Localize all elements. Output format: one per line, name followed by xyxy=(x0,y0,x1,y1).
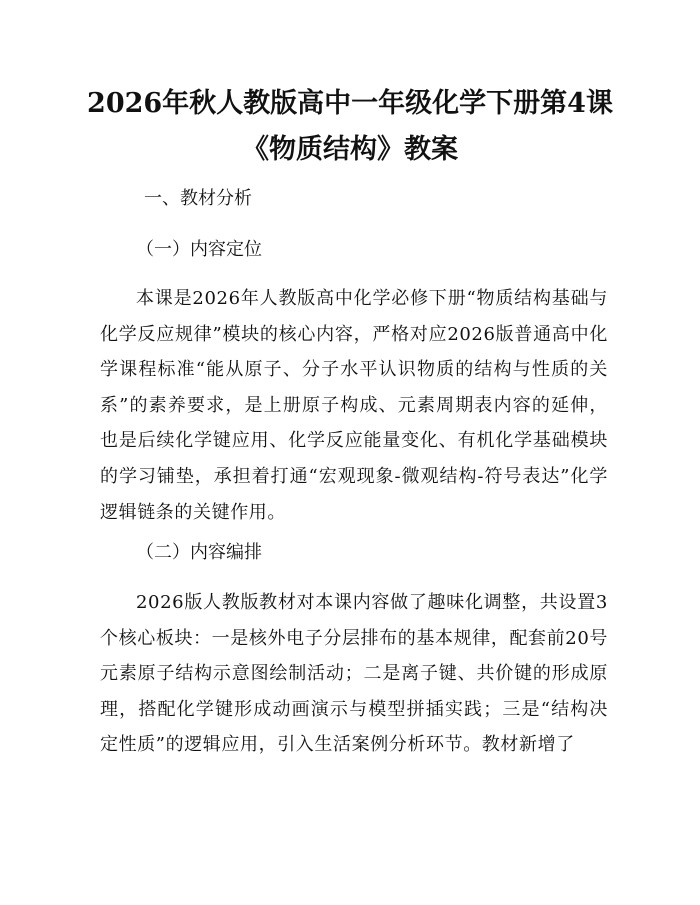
document-title-line-1: 2026年秋人教版高中一年级化学下册第4课 xyxy=(87,88,613,119)
document-title-line-2: 《物质结构》教案 xyxy=(242,134,458,165)
section-heading-teaching-material-analysis: 一、教材分析 xyxy=(144,188,252,209)
content-positioning-paragraph: 本课是2026年人教版高中化学必修下册“物质结构基础与化学反应规律”模块的核心内容，严格对应2026版普通高中化学课程标准“能从原子、分子水平认识物质的结构与性质的关系”的素养要求，是上册原子构成、元素周期表内容的延伸，也是后续化学键应用、化学反应能量变化、有机化学基础模块的学习铺垫，承担着打通“宏观现象-微观结构-符号表达”化学逻辑链条的关键作用。 xyxy=(100,288,608,523)
content-arrangement-paragraph: 2026版人教版教材对本课内容做了趣味化调整，共设置3个核心板块：一是核外电子分层排布的基本规律，配套前20号元素原子结构示意图绘制活动；二是离子键、共价键的形成原理，搭配化学键形成动画演示与模型拼插实践；三是“结构决定性质”的逻辑应用，引入生活案例分析环节。教材新增了 xyxy=(100,592,608,756)
subsection-heading-content-positioning: （一）内容定位 xyxy=(136,239,262,260)
subsection-heading-content-arrangement: （二）内容编排 xyxy=(136,542,262,563)
